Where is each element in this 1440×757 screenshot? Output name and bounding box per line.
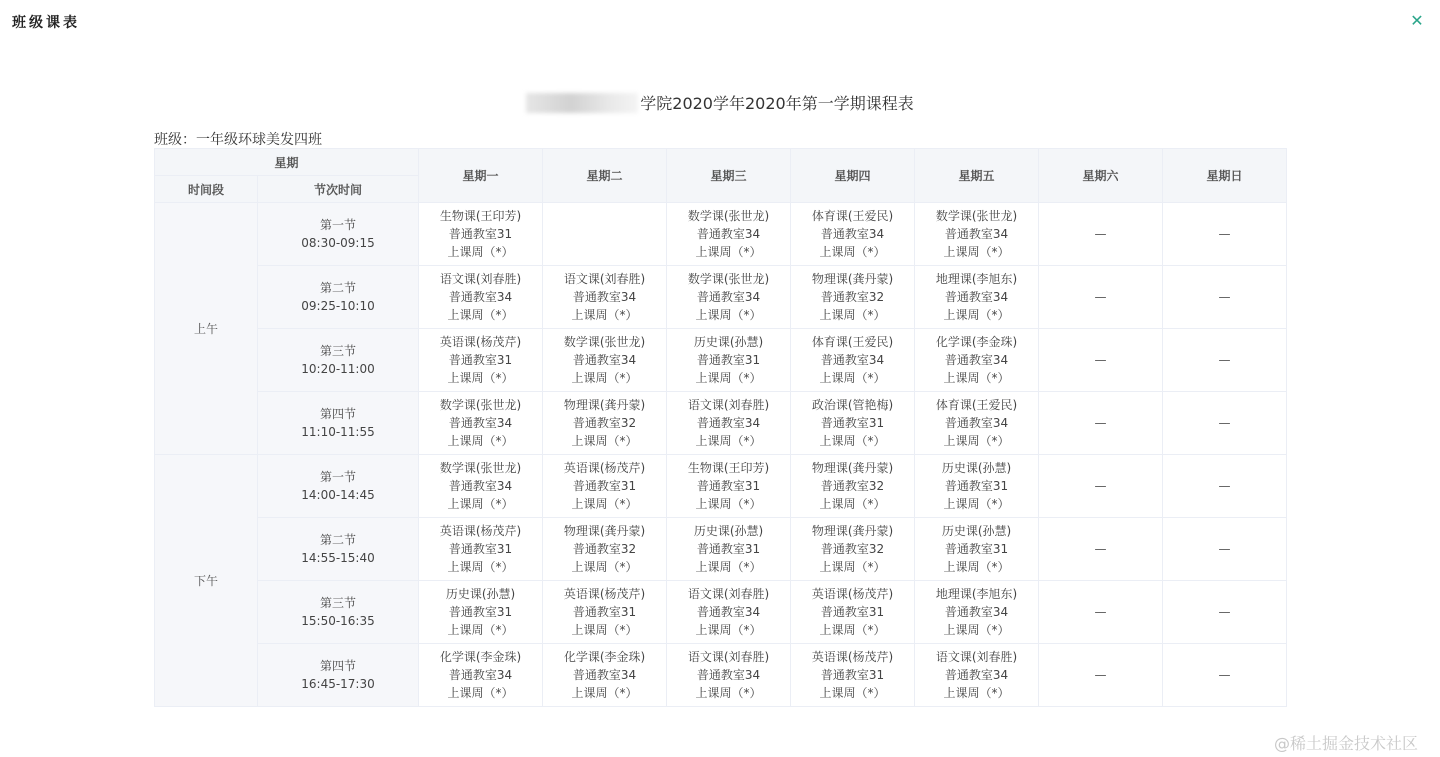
course-cell[interactable]	[419, 329, 543, 392]
course-cell[interactable]	[543, 329, 667, 392]
classroom: 普通教室34	[944, 290, 1009, 304]
teaching-weeks: 上课周（*）	[695, 434, 762, 448]
classroom: 普通教室32	[820, 479, 885, 493]
classroom: 普通教室31	[820, 605, 885, 619]
classroom: 普通教室31	[820, 416, 885, 430]
course-cell[interactable]	[791, 266, 915, 329]
teaching-weeks: 上课周（*）	[819, 245, 886, 259]
period-name: 第四节	[320, 659, 357, 673]
course-name: 英语课(杨茂芹)	[563, 587, 646, 601]
header-day-tue: 星期二	[543, 149, 667, 203]
period-name: 第四节	[320, 407, 357, 421]
course-cell[interactable]	[667, 203, 791, 266]
period-cell	[258, 392, 419, 455]
course-cell[interactable]	[667, 581, 791, 644]
segment-cell: 上午	[155, 203, 258, 455]
period-name: 第三节	[320, 596, 357, 610]
period-time: 10:20-11:00	[301, 362, 375, 376]
classroom: 普通教室34	[448, 290, 513, 304]
period-time: 15:50-16:35	[301, 614, 375, 628]
course-cell[interactable]	[915, 455, 1039, 518]
sunday-empty: —	[1163, 329, 1287, 392]
course-name: 化学课(李金珠)	[563, 650, 646, 664]
classroom: 普通教室34	[820, 353, 885, 367]
teaching-weeks: 上课周（*）	[695, 560, 762, 574]
teaching-weeks: 上课周（*）	[695, 245, 762, 259]
course-cell[interactable]	[915, 581, 1039, 644]
course-cell[interactable]	[791, 392, 915, 455]
classroom: 普通教室34	[944, 668, 1009, 682]
course-cell[interactable]	[915, 266, 1039, 329]
course-cell[interactable]	[915, 329, 1039, 392]
course-name: 语文课(刘春胜)	[687, 650, 770, 664]
teaching-weeks: 上课周（*）	[447, 686, 514, 700]
course-name: 政治课(管艳梅)	[811, 398, 894, 412]
sunday-empty: —	[1163, 203, 1287, 266]
header-day-mon: 星期一	[419, 149, 543, 203]
course-name: 语文课(刘春胜)	[563, 272, 646, 286]
teaching-weeks: 上课周（*）	[571, 560, 638, 574]
period-time: 14:00-14:45	[301, 488, 375, 502]
timetable	[154, 148, 1287, 707]
course-name: 生物课(王印芳)	[687, 461, 770, 475]
course-name: 数学课(张世龙)	[563, 335, 646, 349]
teaching-weeks: 上课周（*）	[447, 623, 514, 637]
course-name: 化学课(李金珠)	[439, 650, 522, 664]
sunday-empty: —	[1163, 392, 1287, 455]
classroom: 普通教室31	[448, 227, 513, 241]
course-name: 化学课(李金珠)	[935, 335, 1018, 349]
classroom: 普通教室34	[944, 353, 1009, 367]
table-row	[155, 392, 1287, 455]
course-cell	[543, 203, 667, 266]
teaching-weeks: 上课周（*）	[447, 245, 514, 259]
classroom: 普通教室31	[944, 479, 1009, 493]
classroom: 普通教室31	[448, 605, 513, 619]
course-cell[interactable]	[543, 392, 667, 455]
period-name: 第二节	[320, 533, 357, 547]
classroom: 普通教室31	[696, 353, 761, 367]
period-cell	[258, 455, 419, 518]
course-name: 历史课(孙慧)	[941, 524, 1012, 538]
course-name: 语文课(刘春胜)	[935, 650, 1018, 664]
teaching-weeks: 上课周（*）	[447, 434, 514, 448]
period-cell	[258, 518, 419, 581]
course-name: 体育课(王爱民)	[811, 335, 894, 349]
course-cell[interactable]	[667, 392, 791, 455]
header-day-sat: 星期六	[1039, 149, 1163, 203]
teaching-weeks: 上课周（*）	[447, 497, 514, 511]
course-name: 历史课(孙慧)	[693, 335, 764, 349]
period-name: 第一节	[320, 218, 357, 232]
course-name: 数学课(张世龙)	[687, 272, 770, 286]
classroom: 普通教室34	[448, 479, 513, 493]
period-time: 16:45-17:30	[301, 677, 375, 691]
course-name: 数学课(张世龙)	[935, 209, 1018, 223]
saturday-empty: —	[1039, 329, 1163, 392]
classroom: 普通教室31	[572, 605, 637, 619]
course-cell[interactable]	[915, 203, 1039, 266]
course-cell[interactable]	[791, 644, 915, 707]
course-name: 物理课(龚丹蒙)	[811, 524, 894, 538]
period-time: 11:10-11:55	[301, 425, 375, 439]
course-cell[interactable]	[543, 581, 667, 644]
course-cell[interactable]	[419, 518, 543, 581]
course-cell[interactable]	[791, 203, 915, 266]
segment-cell: 下午	[155, 455, 258, 707]
teaching-weeks: 上课周（*）	[943, 497, 1010, 511]
course-name: 语文课(刘春胜)	[687, 398, 770, 412]
dialog-title: 班级课表	[12, 15, 80, 31]
saturday-empty: —	[1039, 392, 1163, 455]
course-cell[interactable]	[667, 266, 791, 329]
sunday-empty: —	[1163, 581, 1287, 644]
period-time: 14:55-15:40	[301, 551, 375, 565]
course-name: 物理课(龚丹蒙)	[811, 272, 894, 286]
sunday-empty: —	[1163, 266, 1287, 329]
teaching-weeks: 上课周（*）	[571, 371, 638, 385]
header-weekday: 星期	[155, 149, 419, 176]
course-name: 生物课(王印芳)	[439, 209, 522, 223]
course-cell[interactable]	[791, 581, 915, 644]
course-name: 语文课(刘春胜)	[687, 587, 770, 601]
teaching-weeks: 上课周（*）	[695, 623, 762, 637]
header-period: 节次时间	[258, 176, 419, 203]
teaching-weeks: 上课周（*）	[819, 308, 886, 322]
classroom: 普通教室31	[572, 479, 637, 493]
course-name: 数学课(张世龙)	[439, 398, 522, 412]
teaching-weeks: 上课周（*）	[571, 308, 638, 322]
table-row	[155, 266, 1287, 329]
teaching-weeks: 上课周（*）	[943, 434, 1010, 448]
classroom: 普通教室34	[572, 353, 637, 367]
classroom: 普通教室34	[944, 605, 1009, 619]
schedule-title-wrap	[0, 91, 1440, 114]
classroom: 普通教室34	[696, 227, 761, 241]
course-name: 物理课(龚丹蒙)	[811, 461, 894, 475]
teaching-weeks: 上课周（*）	[447, 560, 514, 574]
saturday-empty: —	[1039, 203, 1163, 266]
course-name: 地理课(李旭东)	[935, 272, 1018, 286]
period-name: 第一节	[320, 470, 357, 484]
course-cell[interactable]	[419, 203, 543, 266]
teaching-weeks: 上课周（*）	[447, 308, 514, 322]
course-name: 历史课(孙慧)	[693, 524, 764, 538]
header-day-wed: 星期三	[667, 149, 791, 203]
redacted-school-name	[526, 93, 638, 113]
classroom: 普通教室31	[820, 668, 885, 682]
teaching-weeks: 上课周（*）	[943, 308, 1010, 322]
teaching-weeks: 上课周（*）	[695, 497, 762, 511]
course-name: 物理课(龚丹蒙)	[563, 398, 646, 412]
course-cell[interactable]	[667, 644, 791, 707]
classroom: 普通教室32	[572, 416, 637, 430]
course-name: 英语课(杨茂芹)	[439, 524, 522, 538]
saturday-empty: —	[1039, 518, 1163, 581]
course-cell[interactable]	[419, 266, 543, 329]
teaching-weeks: 上课周（*）	[571, 497, 638, 511]
course-name: 历史课(孙慧)	[445, 587, 516, 601]
period-cell	[258, 266, 419, 329]
period-name: 第三节	[320, 344, 357, 358]
course-name: 英语课(杨茂芹)	[811, 650, 894, 664]
teaching-weeks: 上课周（*）	[571, 686, 638, 700]
classroom: 普通教室34	[572, 668, 637, 682]
table-row	[155, 203, 1287, 266]
course-name: 历史课(孙慧)	[941, 461, 1012, 475]
header-day-thu: 星期四	[791, 149, 915, 203]
course-name: 语文课(刘春胜)	[439, 272, 522, 286]
course-cell[interactable]	[419, 455, 543, 518]
classroom: 普通教室34	[696, 416, 761, 430]
sunday-empty: —	[1163, 518, 1287, 581]
course-cell[interactable]	[419, 392, 543, 455]
saturday-empty: —	[1039, 581, 1163, 644]
teaching-weeks: 上课周（*）	[819, 560, 886, 574]
period-cell	[258, 644, 419, 707]
classroom: 普通教室31	[448, 542, 513, 556]
course-name: 数学课(张世龙)	[439, 461, 522, 475]
course-name: 英语课(杨茂芹)	[563, 461, 646, 475]
teaching-weeks: 上课周（*）	[571, 434, 638, 448]
teaching-weeks: 上课周（*）	[819, 371, 886, 385]
teaching-weeks: 上课周（*）	[943, 686, 1010, 700]
course-name: 数学课(张世龙)	[687, 209, 770, 223]
teaching-weeks: 上课周（*）	[695, 308, 762, 322]
period-time: 08:30-09:15	[301, 236, 375, 250]
classroom: 普通教室32	[572, 542, 637, 556]
classroom: 普通教室31	[696, 479, 761, 493]
classroom: 普通教室31	[448, 353, 513, 367]
course-cell[interactable]	[543, 455, 667, 518]
course-cell[interactable]	[915, 644, 1039, 707]
course-cell[interactable]	[791, 455, 915, 518]
teaching-weeks: 上课周（*）	[819, 686, 886, 700]
course-cell[interactable]	[543, 644, 667, 707]
classroom: 普通教室34	[696, 605, 761, 619]
close-icon[interactable]: ✕	[1410, 11, 1424, 30]
teaching-weeks: 上课周（*）	[943, 623, 1010, 637]
teaching-weeks: 上课周（*）	[695, 371, 762, 385]
table-row	[155, 455, 1287, 518]
teaching-weeks: 上课周（*）	[819, 623, 886, 637]
course-cell[interactable]	[791, 329, 915, 392]
table-row	[155, 644, 1287, 707]
teaching-weeks: 上课周（*）	[447, 371, 514, 385]
period-cell	[258, 203, 419, 266]
course-name: 体育课(王爱民)	[811, 209, 894, 223]
teaching-weeks: 上课周（*）	[695, 686, 762, 700]
saturday-empty: —	[1039, 266, 1163, 329]
table-row	[155, 329, 1287, 392]
period-name: 第二节	[320, 281, 357, 295]
classroom: 普通教室34	[944, 416, 1009, 430]
course-name: 体育课(王爱民)	[935, 398, 1018, 412]
watermark: @稀土掘金技术社区	[1274, 734, 1419, 753]
header-day-fri: 星期五	[915, 149, 1039, 203]
teaching-weeks: 上课周（*）	[943, 371, 1010, 385]
schedule-title: 学院2020学年2020年第一学期课程表	[640, 94, 914, 113]
teaching-weeks: 上课周（*）	[819, 497, 886, 511]
table-row	[155, 581, 1287, 644]
course-cell[interactable]	[667, 455, 791, 518]
course-name: 英语课(杨茂芹)	[811, 587, 894, 601]
classroom: 普通教室32	[820, 542, 885, 556]
course-cell[interactable]	[543, 518, 667, 581]
course-cell[interactable]	[667, 518, 791, 581]
classroom: 普通教室34	[696, 668, 761, 682]
classroom: 普通教室34	[944, 227, 1009, 241]
course-cell[interactable]	[791, 518, 915, 581]
teaching-weeks: 上课周（*）	[571, 623, 638, 637]
class-label: 班级：一年级环球美发四班	[154, 132, 322, 148]
course-cell[interactable]	[419, 644, 543, 707]
teaching-weeks: 上课周（*）	[943, 560, 1010, 574]
header-segment: 时间段	[155, 176, 258, 203]
classroom: 普通教室34	[696, 290, 761, 304]
classroom: 普通教室34	[448, 416, 513, 430]
table-row	[155, 518, 1287, 581]
classroom: 普通教室34	[448, 668, 513, 682]
course-cell[interactable]	[419, 581, 543, 644]
course-name: 地理课(李旭东)	[935, 587, 1018, 601]
header-day-sun: 星期日	[1163, 149, 1287, 203]
sunday-empty: —	[1163, 455, 1287, 518]
teaching-weeks: 上课周（*）	[943, 245, 1010, 259]
course-name: 物理课(龚丹蒙)	[563, 524, 646, 538]
period-cell	[258, 329, 419, 392]
period-cell	[258, 581, 419, 644]
classroom: 普通教室31	[944, 542, 1009, 556]
teaching-weeks: 上课周（*）	[819, 434, 886, 448]
sunday-empty: —	[1163, 644, 1287, 707]
classroom: 普通教室34	[820, 227, 885, 241]
classroom: 普通教室32	[820, 290, 885, 304]
course-cell[interactable]	[543, 266, 667, 329]
classroom: 普通教室34	[572, 290, 637, 304]
course-cell[interactable]	[915, 392, 1039, 455]
course-cell[interactable]	[667, 329, 791, 392]
saturday-empty: —	[1039, 644, 1163, 707]
classroom: 普通教室31	[696, 542, 761, 556]
course-name: 英语课(杨茂芹)	[439, 335, 522, 349]
saturday-empty: —	[1039, 455, 1163, 518]
course-cell[interactable]	[915, 518, 1039, 581]
period-time: 09:25-10:10	[301, 299, 375, 313]
